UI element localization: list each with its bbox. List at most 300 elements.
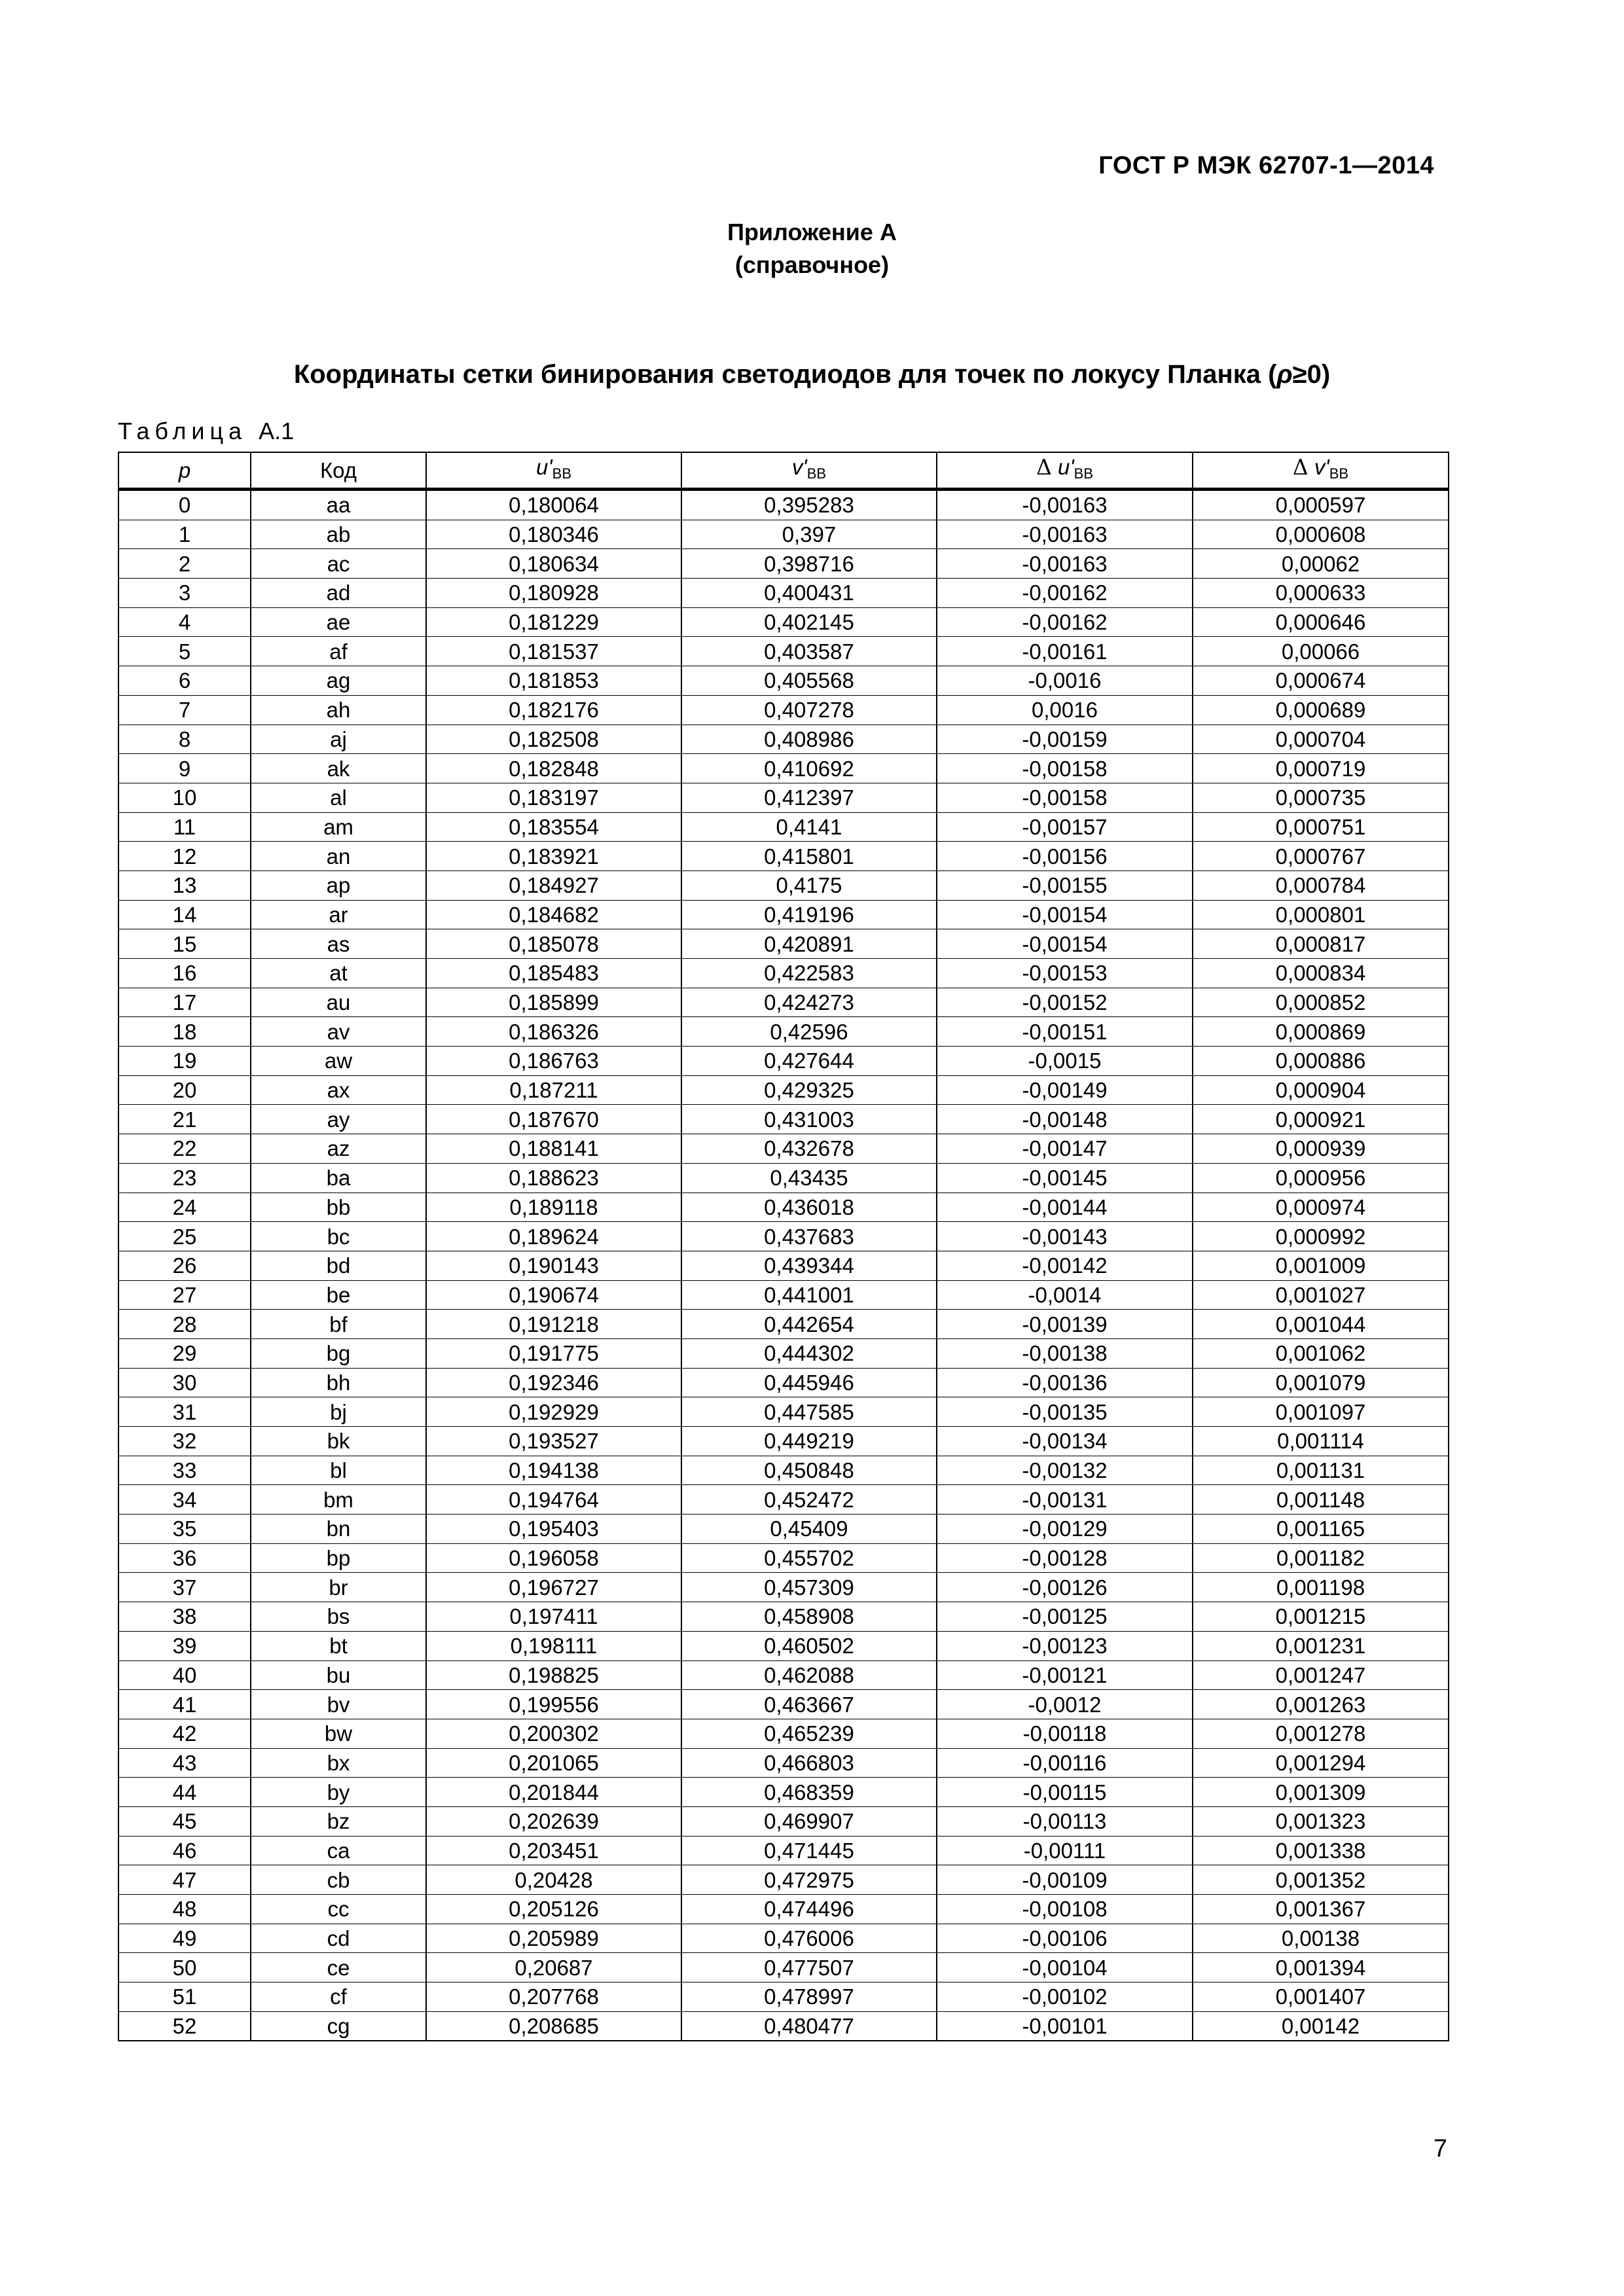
cell-delta-u: 0,0016 [937, 695, 1193, 725]
cell-u: 0,186763 [426, 1047, 681, 1076]
cell-code: ac [251, 549, 426, 579]
cell-v: 0,441001 [681, 1280, 937, 1310]
cell-u: 0,198825 [426, 1660, 681, 1690]
cell-p: 28 [118, 1310, 251, 1339]
cell-code: aw [251, 1047, 426, 1076]
table-row [118, 1485, 1449, 1515]
cell-code: ar [251, 900, 426, 929]
cell-p: 20 [118, 1075, 251, 1105]
cell-delta-u: -0,00162 [937, 579, 1193, 608]
cell-u: 0,182508 [426, 725, 681, 754]
cell-v: 0,436018 [681, 1193, 937, 1222]
cell-code: au [251, 988, 426, 1017]
table-row [118, 1895, 1449, 1924]
table-row [118, 870, 1449, 900]
cell-code: cf [251, 1982, 426, 2012]
cell-u: 0,183921 [426, 842, 681, 871]
cell-code: az [251, 1134, 426, 1164]
cell-delta-u: -0,00115 [937, 1778, 1193, 1807]
cell-u: 0,180346 [426, 520, 681, 549]
cell-v: 0,445946 [681, 1368, 937, 1397]
cell-v: 0,478997 [681, 1982, 937, 2012]
cell-delta-u: -0,00154 [937, 929, 1193, 959]
cell-v: 0,476006 [681, 1924, 937, 1953]
cell-delta-u: -0,00135 [937, 1397, 1193, 1427]
cell-v: 0,477507 [681, 1953, 937, 1982]
cell-delta-v: 0,000751 [1193, 812, 1449, 842]
cell-p: 9 [118, 754, 251, 783]
u-symbol: u' [535, 455, 552, 479]
cell-v: 0,471445 [681, 1836, 937, 1865]
cell-delta-v: 0,001367 [1193, 1895, 1449, 1924]
cell-v: 0,424273 [681, 988, 937, 1017]
cell-code: aj [251, 725, 426, 754]
cell-delta-v: 0,000597 [1193, 490, 1449, 520]
cell-delta-v: 0,001294 [1193, 1748, 1449, 1778]
table-row [118, 842, 1449, 871]
table-row [118, 579, 1449, 608]
cell-delta-u: -0,00108 [937, 1895, 1193, 1924]
cell-p: 15 [118, 929, 251, 959]
cell-delta-u: -0,00152 [937, 988, 1193, 1017]
cell-code: br [251, 1573, 426, 1602]
table-body [118, 490, 1449, 2041]
table-row [118, 666, 1449, 696]
cell-p: 13 [118, 870, 251, 900]
cell-delta-u: -0,00102 [937, 1982, 1193, 2012]
cell-p: 26 [118, 1251, 251, 1280]
delta-symbol: Δ [1292, 454, 1308, 480]
cell-v: 0,466803 [681, 1748, 937, 1778]
cell-code: as [251, 929, 426, 959]
cell-p: 12 [118, 842, 251, 871]
cell-delta-u: -0,00138 [937, 1338, 1193, 1368]
cell-code: bd [251, 1251, 426, 1280]
cell-v: 0,472975 [681, 1865, 937, 1895]
cell-v: 0,462088 [681, 1660, 937, 1690]
cell-u: 0,191218 [426, 1310, 681, 1339]
cell-u: 0,180634 [426, 549, 681, 579]
cell-delta-v: 0,001309 [1193, 1778, 1449, 1807]
cell-u: 0,181229 [426, 607, 681, 637]
cell-code: ag [251, 666, 426, 696]
cell-delta-v: 0,001148 [1193, 1485, 1449, 1515]
table-row [118, 900, 1449, 929]
cell-p: 47 [118, 1865, 251, 1895]
cell-code: cb [251, 1865, 426, 1895]
cell-delta-u: -0,00163 [937, 520, 1193, 549]
cell-delta-u: -0,00151 [937, 1017, 1193, 1047]
table-row [118, 1573, 1449, 1602]
cell-delta-v: 0,00062 [1193, 549, 1449, 579]
cell-v: 0,447585 [681, 1397, 937, 1427]
cell-code: an [251, 842, 426, 871]
cell-u: 0,208685 [426, 2011, 681, 2041]
cell-p: 50 [118, 1953, 251, 1982]
cell-v: 0,45409 [681, 1515, 937, 1544]
cell-delta-v: 0,000904 [1193, 1075, 1449, 1105]
binning-coordinates-table [118, 452, 1449, 2041]
table-row [118, 1251, 1449, 1280]
cell-delta-v: 0,001247 [1193, 1660, 1449, 1690]
cell-p: 27 [118, 1280, 251, 1310]
cell-u: 0,192346 [426, 1368, 681, 1397]
cell-delta-u: -0,00154 [937, 900, 1193, 929]
delta-u-subscript: BB [1074, 465, 1094, 482]
table-row [118, 607, 1449, 637]
cell-u: 0,20428 [426, 1865, 681, 1895]
cell-code: cg [251, 2011, 426, 2041]
cell-v: 0,439344 [681, 1251, 937, 1280]
cell-code: bx [251, 1748, 426, 1778]
cell-delta-u: -0,00134 [937, 1427, 1193, 1456]
cell-delta-v: 0,001198 [1193, 1573, 1449, 1602]
cell-delta-u: -0,00147 [937, 1134, 1193, 1164]
cell-v: 0,407278 [681, 695, 937, 725]
table-row [118, 1338, 1449, 1368]
table-row [118, 1456, 1449, 1485]
cell-u: 0,207768 [426, 1982, 681, 2012]
column-header-p: p [118, 452, 251, 490]
cell-v: 0,395283 [681, 490, 937, 520]
table-title-condition: ≥0) [1292, 360, 1331, 389]
cell-u: 0,198111 [426, 1631, 681, 1660]
cell-delta-v: 0,000608 [1193, 520, 1449, 549]
cell-delta-v: 0,000674 [1193, 666, 1449, 696]
cell-delta-u: -0,0014 [937, 1280, 1193, 1310]
cell-delta-u: -0,00106 [937, 1924, 1193, 1953]
cell-delta-v: 0,000921 [1193, 1105, 1449, 1134]
cell-delta-v: 0,001338 [1193, 1836, 1449, 1865]
cell-v: 0,450848 [681, 1456, 937, 1485]
cell-code: bb [251, 1193, 426, 1222]
table-row [118, 783, 1449, 812]
cell-p: 1 [118, 520, 251, 549]
cell-u: 0,182176 [426, 695, 681, 725]
cell-delta-u: -0,00116 [937, 1748, 1193, 1778]
appendix-heading [0, 216, 1624, 281]
cell-p: 30 [118, 1368, 251, 1397]
cell-delta-u: -0,00158 [937, 783, 1193, 812]
cell-p: 17 [118, 988, 251, 1017]
cell-u: 0,181537 [426, 637, 681, 666]
cell-code: bw [251, 1719, 426, 1748]
cell-v: 0,468359 [681, 1778, 937, 1807]
cell-u: 0,202639 [426, 1806, 681, 1836]
cell-delta-u: -0,00153 [937, 959, 1193, 988]
cell-delta-u: -0,00142 [937, 1251, 1193, 1280]
cell-delta-v: 0,001165 [1193, 1515, 1449, 1544]
cell-v: 0,398716 [681, 549, 937, 579]
cell-v: 0,457309 [681, 1573, 937, 1602]
cell-p: 45 [118, 1806, 251, 1836]
page-number: 7 [1433, 2135, 1447, 2162]
cell-delta-u: -0,00143 [937, 1222, 1193, 1251]
cell-delta-u: -0,00101 [937, 2011, 1193, 2041]
cell-delta-v: 0,001079 [1193, 1368, 1449, 1397]
cell-p: 0 [118, 490, 251, 520]
column-header-u [426, 452, 681, 490]
cell-code: bl [251, 1456, 426, 1485]
cell-delta-u: -0,00128 [937, 1543, 1193, 1573]
cell-delta-u: -0,00125 [937, 1602, 1193, 1632]
cell-delta-v: 0,000689 [1193, 695, 1449, 725]
cell-p: 29 [118, 1338, 251, 1368]
cell-v: 0,410692 [681, 754, 937, 783]
cell-v: 0,397 [681, 520, 937, 549]
table-title-text: Координаты сетки бинирования светодиодов для точек по локусу Планка ( [293, 360, 1277, 389]
cell-u: 0,193527 [426, 1427, 681, 1456]
cell-u: 0,189624 [426, 1222, 681, 1251]
table-row [118, 1075, 1449, 1105]
cell-v: 0,463667 [681, 1690, 937, 1719]
cell-code: ba [251, 1163, 426, 1193]
table-header-row [118, 452, 1449, 490]
v-symbol: v' [791, 455, 807, 479]
cell-code: ap [251, 870, 426, 900]
table-title [0, 360, 1624, 389]
cell-u: 0,189118 [426, 1193, 681, 1222]
table-row [118, 1543, 1449, 1573]
cell-code: am [251, 812, 426, 842]
cell-p: 10 [118, 783, 251, 812]
cell-v: 0,460502 [681, 1631, 937, 1660]
cell-delta-u: -0,00144 [937, 1193, 1193, 1222]
cell-u: 0,192929 [426, 1397, 681, 1427]
cell-delta-u: -0,00104 [937, 1953, 1193, 1982]
cell-v: 0,400431 [681, 579, 937, 608]
cell-delta-v: 0,000646 [1193, 607, 1449, 637]
cell-u: 0,190674 [426, 1280, 681, 1310]
cell-delta-u: -0,00163 [937, 490, 1193, 520]
cell-p: 34 [118, 1485, 251, 1515]
cell-p: 51 [118, 1982, 251, 2012]
cell-delta-v: 0,000956 [1193, 1163, 1449, 1193]
cell-p: 37 [118, 1573, 251, 1602]
cell-v: 0,422583 [681, 959, 937, 988]
cell-delta-u: -0,00145 [937, 1163, 1193, 1193]
table-row [118, 1660, 1449, 1690]
cell-u: 0,188141 [426, 1134, 681, 1164]
cell-delta-v: 0,001278 [1193, 1719, 1449, 1748]
cell-delta-v: 0,001394 [1193, 1953, 1449, 1982]
cell-p: 41 [118, 1690, 251, 1719]
table-row [118, 1602, 1449, 1632]
cell-v: 0,465239 [681, 1719, 937, 1748]
cell-u: 0,183554 [426, 812, 681, 842]
cell-v: 0,419196 [681, 900, 937, 929]
cell-delta-v: 0,000939 [1193, 1134, 1449, 1164]
cell-u: 0,180064 [426, 490, 681, 520]
cell-p: 4 [118, 607, 251, 637]
cell-v: 0,431003 [681, 1105, 937, 1134]
cell-v: 0,444302 [681, 1338, 937, 1368]
cell-delta-u: -0,00158 [937, 754, 1193, 783]
cell-v: 0,4175 [681, 870, 937, 900]
cell-delta-u: -0,00155 [937, 870, 1193, 900]
cell-delta-v: 0,000633 [1193, 579, 1449, 608]
column-header-v [681, 452, 937, 490]
cell-p: 48 [118, 1895, 251, 1924]
cell-delta-v: 0,000817 [1193, 929, 1449, 959]
cell-delta-v: 0,000735 [1193, 783, 1449, 812]
cell-p: 7 [118, 695, 251, 725]
cell-p: 38 [118, 1602, 251, 1632]
cell-delta-u: -0,00121 [937, 1660, 1193, 1690]
cell-p: 8 [118, 725, 251, 754]
cell-p: 16 [118, 959, 251, 988]
cell-delta-u: -0,00123 [937, 1631, 1193, 1660]
cell-code: ah [251, 695, 426, 725]
cell-u: 0,187211 [426, 1075, 681, 1105]
table-row [118, 1719, 1449, 1748]
cell-p: 21 [118, 1105, 251, 1134]
cell-delta-v: 0,001231 [1193, 1631, 1449, 1660]
delta-symbol: Δ [1036, 454, 1052, 480]
cell-code: ay [251, 1105, 426, 1134]
cell-u: 0,185483 [426, 959, 681, 988]
cell-delta-v: 0,001097 [1193, 1397, 1449, 1427]
table-row [118, 1515, 1449, 1544]
cell-p: 33 [118, 1456, 251, 1485]
table-row [118, 520, 1449, 549]
cell-p: 24 [118, 1193, 251, 1222]
table-row [118, 1368, 1449, 1397]
cell-delta-v: 0,001323 [1193, 1806, 1449, 1836]
cell-v: 0,442654 [681, 1310, 937, 1339]
cell-delta-u: -0,00129 [937, 1515, 1193, 1544]
table-caption-number: А.1 [259, 418, 295, 444]
cell-v: 0,449219 [681, 1427, 937, 1456]
cell-v: 0,480477 [681, 2011, 937, 2041]
cell-p: 2 [118, 549, 251, 579]
cell-delta-u: -0,00113 [937, 1806, 1193, 1836]
cell-v: 0,474496 [681, 1895, 937, 1924]
cell-p: 43 [118, 1748, 251, 1778]
cell-delta-u: -0,00132 [937, 1456, 1193, 1485]
cell-p: 14 [118, 900, 251, 929]
table-row [118, 959, 1449, 988]
cell-u: 0,182848 [426, 754, 681, 783]
column-header-delta-v [1193, 452, 1449, 490]
table-row [118, 754, 1449, 783]
cell-p: 32 [118, 1427, 251, 1456]
cell-code: bp [251, 1543, 426, 1573]
cell-delta-v: 0,001009 [1193, 1251, 1449, 1280]
cell-u: 0,184927 [426, 870, 681, 900]
cell-u: 0,183197 [426, 783, 681, 812]
cell-u: 0,199556 [426, 1690, 681, 1719]
cell-code: bm [251, 1485, 426, 1515]
cell-code: be [251, 1280, 426, 1310]
cell-code: ax [251, 1075, 426, 1105]
cell-u: 0,205126 [426, 1895, 681, 1924]
cell-v: 0,429325 [681, 1075, 937, 1105]
cell-delta-u: -0,00126 [937, 1573, 1193, 1602]
table-row [118, 1017, 1449, 1047]
cell-delta-v: 0,000784 [1193, 870, 1449, 900]
table-row [118, 1397, 1449, 1427]
table-row [118, 1690, 1449, 1719]
cell-p: 11 [118, 812, 251, 842]
cell-p: 22 [118, 1134, 251, 1164]
cell-p: 3 [118, 579, 251, 608]
cell-u: 0,201065 [426, 1748, 681, 1778]
table-row [118, 1280, 1449, 1310]
cell-v: 0,402145 [681, 607, 937, 637]
table-row [118, 1134, 1449, 1164]
cell-code: av [251, 1017, 426, 1047]
cell-p: 40 [118, 1660, 251, 1690]
cell-delta-v: 0,001131 [1193, 1456, 1449, 1485]
v-subscript: BB [806, 465, 827, 482]
cell-code: aa [251, 490, 426, 520]
cell-u: 0,203451 [426, 1836, 681, 1865]
cell-delta-v: 0,000719 [1193, 754, 1449, 783]
cell-delta-v: 0,000852 [1193, 988, 1449, 1017]
cell-p: 25 [118, 1222, 251, 1251]
cell-delta-u: -0,00157 [937, 812, 1193, 842]
document-code: ГОСТ Р МЭК 62707-1—2014 [1098, 152, 1434, 179]
cell-p: 44 [118, 1778, 251, 1807]
cell-delta-v: 0,00138 [1193, 1924, 1449, 1953]
cell-code: bz [251, 1806, 426, 1836]
cell-delta-u: -0,00109 [937, 1865, 1193, 1895]
cell-p: 5 [118, 637, 251, 666]
cell-code: bh [251, 1368, 426, 1397]
cell-delta-u: -0,00161 [937, 637, 1193, 666]
cell-delta-u: -0,00148 [937, 1105, 1193, 1134]
cell-u: 0,194138 [426, 1456, 681, 1485]
cell-v: 0,458908 [681, 1602, 937, 1632]
cell-code: ab [251, 520, 426, 549]
cell-delta-u: -0,00149 [937, 1075, 1193, 1105]
table-row [118, 725, 1449, 754]
cell-u: 0,188623 [426, 1163, 681, 1193]
cell-code: cd [251, 1924, 426, 1953]
table-row [118, 1163, 1449, 1193]
cell-delta-u: -0,00118 [937, 1719, 1193, 1748]
cell-delta-v: 0,00066 [1193, 637, 1449, 666]
cell-v: 0,420891 [681, 929, 937, 959]
cell-u: 0,201844 [426, 1778, 681, 1807]
cell-delta-v: 0,000974 [1193, 1193, 1449, 1222]
cell-delta-u: -0,0012 [937, 1690, 1193, 1719]
cell-code: af [251, 637, 426, 666]
table-row [118, 1836, 1449, 1865]
u-subscript: BB [552, 465, 571, 482]
cell-delta-v: 0,001044 [1193, 1310, 1449, 1339]
table-row [118, 1222, 1449, 1251]
cell-u: 0,205989 [426, 1924, 681, 1953]
cell-code: bu [251, 1660, 426, 1690]
column-header-code: Код [251, 452, 426, 490]
table-row [118, 1865, 1449, 1895]
cell-v: 0,43435 [681, 1163, 937, 1193]
cell-delta-u: -0,0015 [937, 1047, 1193, 1076]
cell-delta-u: -0,00159 [937, 725, 1193, 754]
cell-u: 0,185078 [426, 929, 681, 959]
cell-v: 0,469907 [681, 1806, 937, 1836]
delta-u-symbol: u' [1058, 455, 1074, 479]
cell-v: 0,432678 [681, 1134, 937, 1164]
cell-delta-v: 0,000801 [1193, 900, 1449, 929]
cell-code: bn [251, 1515, 426, 1544]
cell-v: 0,4141 [681, 812, 937, 842]
cell-u: 0,187670 [426, 1105, 681, 1134]
cell-delta-u: -0,0016 [937, 666, 1193, 696]
cell-v: 0,437683 [681, 1222, 937, 1251]
